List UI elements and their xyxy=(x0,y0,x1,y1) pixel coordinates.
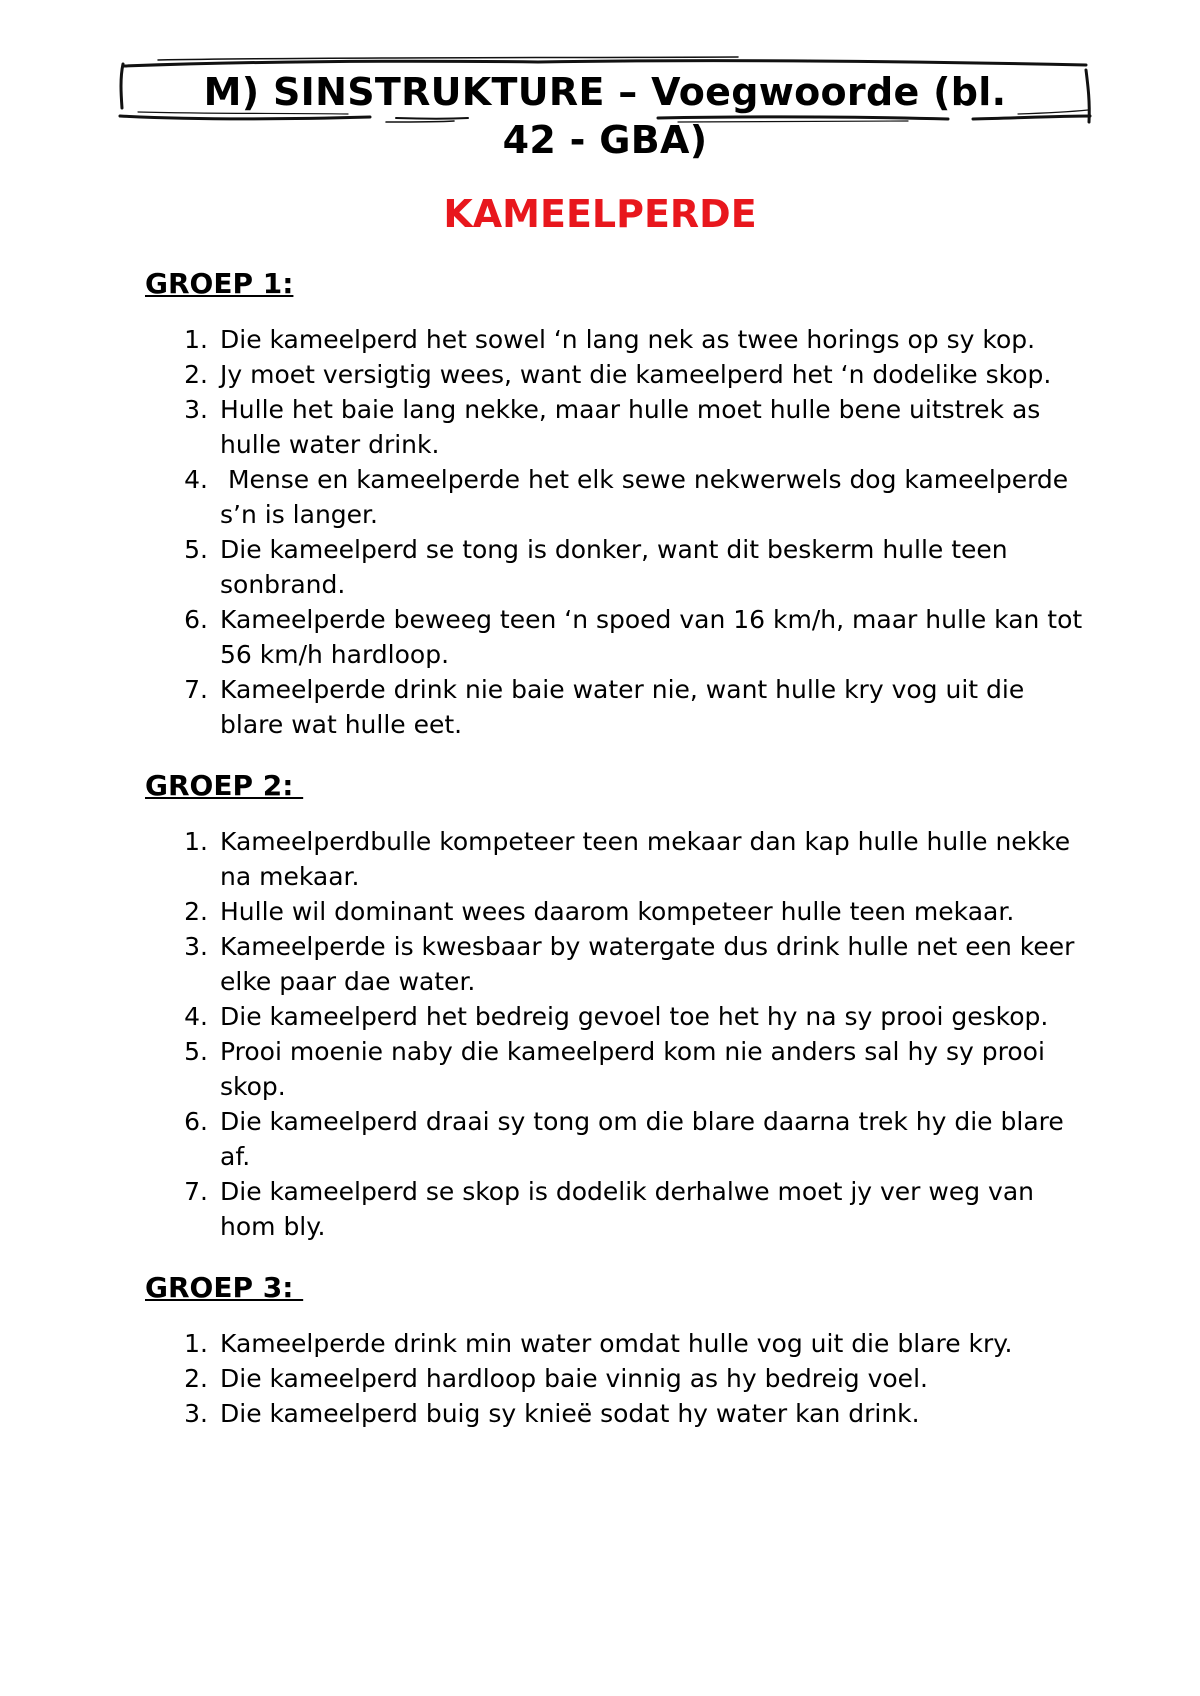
list-item xyxy=(145,392,1105,462)
item-number: 3. xyxy=(184,932,208,961)
group-heading: GROEP 1: xyxy=(145,267,294,300)
item-text: Hulle wil dominant wees daarom kompeteer hulle teen mekaar. xyxy=(220,897,1015,926)
item-text: Hulle het baie lang nekke, maar hulle moet hulle bene uitstrek as hulle water drink. xyxy=(220,395,1049,459)
list-item xyxy=(145,1104,1105,1174)
list-item xyxy=(145,1034,1105,1104)
item-number: 1. xyxy=(184,1329,208,1358)
item-number: 4. xyxy=(184,465,208,494)
item-text: Die kameelperd het bedreig gevoel toe het hy na sy prooi geskop. xyxy=(220,1002,1049,1031)
item-number: 2. xyxy=(184,897,208,926)
list-item xyxy=(145,672,1105,742)
list-item xyxy=(145,357,1105,392)
group-2 xyxy=(145,768,1105,1244)
item-number: 2. xyxy=(184,360,208,389)
sentence-list xyxy=(145,322,1105,742)
item-text: Kameelperde beweeg teen ‘n spoed van 16 km/h, maar hulle kan tot 56 km/h hardloop. xyxy=(220,605,1091,669)
list-item xyxy=(145,824,1105,894)
item-number: 7. xyxy=(184,1177,208,1206)
item-text: Mense en kameelperde het elk sewe nekwerwels dog kameelperde s’n is langer. xyxy=(220,465,1077,529)
page-title xyxy=(118,68,1092,164)
group-3 xyxy=(145,1270,1105,1431)
group-heading: GROEP 2: xyxy=(145,769,304,802)
page-subtitle: KAMEELPERDE xyxy=(443,192,757,236)
item-number: 4. xyxy=(184,1002,208,1031)
list-item xyxy=(145,602,1105,672)
group-1 xyxy=(145,266,1105,742)
list-item xyxy=(145,929,1105,999)
item-text: Kameelperdbulle kompeteer teen mekaar dan kap hulle hulle nekke na mekaar. xyxy=(220,827,1079,891)
item-number: 2. xyxy=(184,1364,208,1393)
item-number: 6. xyxy=(184,1107,208,1136)
list-item xyxy=(145,999,1105,1034)
list-item xyxy=(145,894,1105,929)
item-number: 6. xyxy=(184,605,208,634)
item-number: 1. xyxy=(184,827,208,856)
item-number: 5. xyxy=(184,535,208,564)
item-number: 3. xyxy=(184,395,208,424)
item-text: Kameelperde is kwesbaar by watergate dus drink hulle net een keer elke paar dae water. xyxy=(220,932,1083,996)
item-number: 5. xyxy=(184,1037,208,1066)
title-box xyxy=(118,56,1092,166)
item-number: 3. xyxy=(184,1399,208,1428)
item-text: Kameelperde drink nie baie water nie, want hulle kry vog uit die blare wat hulle eet. xyxy=(220,675,1033,739)
list-item xyxy=(145,1396,1105,1431)
item-text: Die kameelperd buig sy knieë sodat hy water kan drink. xyxy=(220,1399,920,1428)
item-number: 1. xyxy=(184,325,208,354)
list-item xyxy=(145,462,1105,532)
item-text: Jy moet versigtig wees, want die kameelperd het ‘n dodelike skop. xyxy=(220,360,1052,389)
item-text: Die kameelperd hardloop baie vinnig as hy bedreig voel. xyxy=(220,1364,928,1393)
item-text: Prooi moenie naby die kameelperd kom nie anders sal hy sy prooi skop. xyxy=(220,1037,1053,1101)
item-text: Die kameelperd se tong is donker, want dit beskerm hulle teen sonbrand. xyxy=(220,535,1016,599)
list-item xyxy=(145,1174,1105,1244)
sentence-list xyxy=(145,1326,1105,1431)
group-heading: GROEP 3: xyxy=(145,1271,304,1304)
item-text: Die kameelperd het sowel ‘n lang nek as twee horings op sy kop. xyxy=(220,325,1036,354)
document-body xyxy=(145,266,1105,1457)
page-title-line-1: M) SINSTRUKTURE – Voegwoorde (bl. xyxy=(203,70,1007,114)
page-title-line-2: 42 - GBA) xyxy=(502,118,708,162)
list-item xyxy=(145,1326,1105,1361)
item-number: 7. xyxy=(184,675,208,704)
list-item xyxy=(145,1361,1105,1396)
list-item xyxy=(145,532,1105,602)
item-text: Die kameelperd se skop is dodelik derhalwe moet jy ver weg van hom bly. xyxy=(220,1177,1042,1241)
list-item xyxy=(145,322,1105,357)
sentence-list xyxy=(145,824,1105,1244)
item-text: Kameelperde drink min water omdat hulle vog uit die blare kry. xyxy=(220,1329,1013,1358)
item-text: Die kameelperd draai sy tong om die blare daarna trek hy die blare af. xyxy=(220,1107,1072,1171)
